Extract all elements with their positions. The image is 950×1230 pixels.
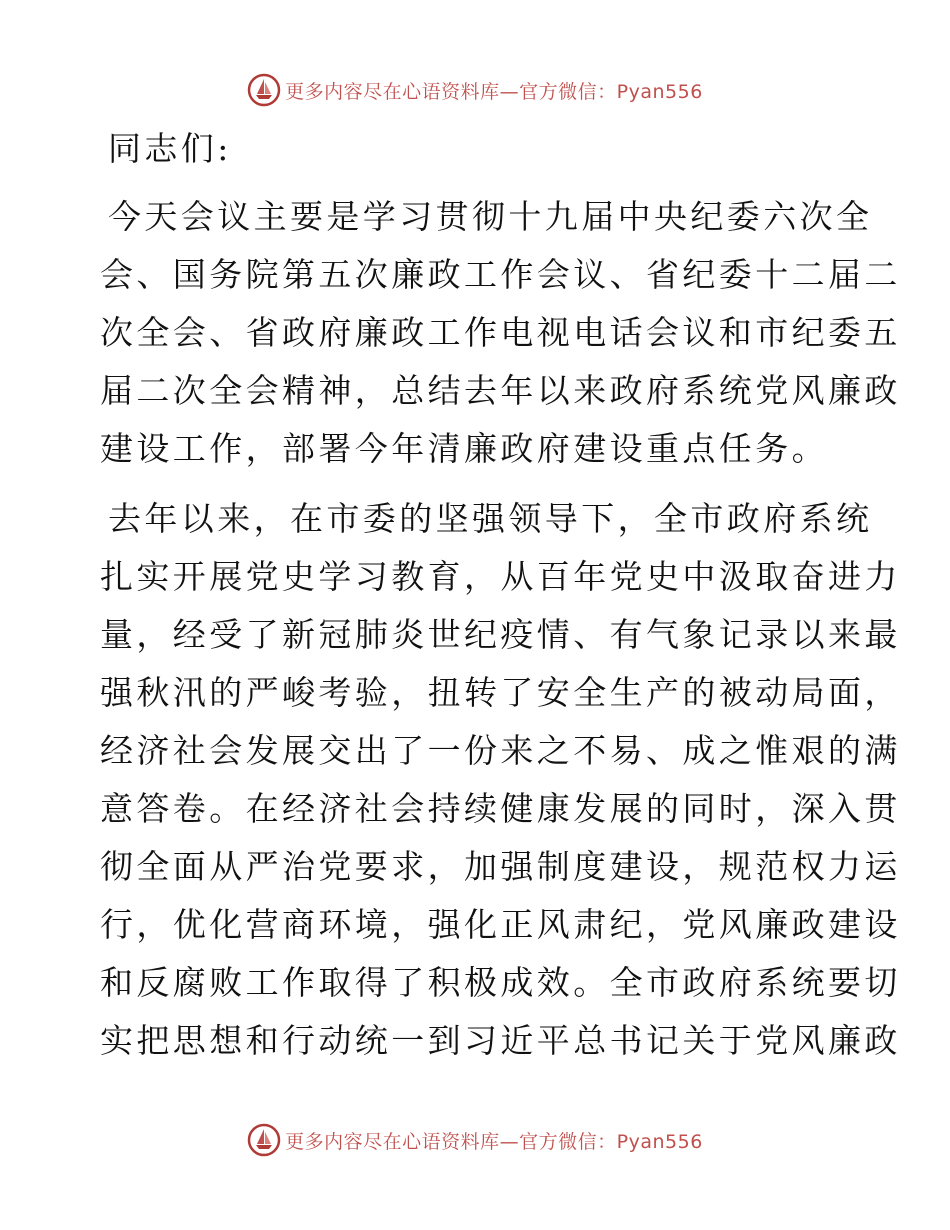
text-line: 去年以来，在市委的坚强领导下，全市政府系统 bbox=[108, 499, 873, 538]
text-line: 彻全面从严治党要求，加强制度建设，规范权力运 bbox=[100, 847, 901, 886]
banner-text: 更多内容尽在心语资料库—官方微信：Pyan556 bbox=[285, 1130, 703, 1153]
text-line: 今天会议主要是学习贯彻十九届中央纪委六次全 bbox=[108, 197, 873, 236]
text-line: 经济社会发展交出了一份来之不易、成之惟艰的满 bbox=[100, 731, 901, 770]
sailboat-logo-icon bbox=[247, 1123, 281, 1157]
sailboat-logo-icon bbox=[247, 73, 281, 107]
document-body bbox=[100, 120, 901, 1070]
text-line: 意答卷。在经济社会持续健康发展的同时，深入贯 bbox=[100, 789, 901, 828]
text-line: 行，优化营商环境，强化正风肃纪，党风廉政建设 bbox=[100, 905, 901, 944]
greeting: 同志们: bbox=[108, 129, 232, 168]
paragraph-2 bbox=[100, 490, 901, 1070]
text-line: 扎实开展党史学习教育，从百年党史中汲取奋进力 bbox=[100, 557, 901, 596]
banner-text: 更多内容尽在心语资料库—官方微信：Pyan556 bbox=[285, 80, 703, 103]
text-line: 和反腐败工作取得了积极成效。全市政府系统要切 bbox=[100, 963, 901, 1002]
text-line: 会、国务院第五次廉政工作会议、省纪委十二届二 bbox=[100, 255, 901, 294]
paragraph-1 bbox=[100, 188, 901, 478]
text-line: 量，经受了新冠肺炎世纪疫情、有气象记录以来最 bbox=[100, 615, 901, 654]
text-line: 次全会、省政府廉政工作电视电话会议和市纪委五 bbox=[100, 313, 901, 352]
footer-banner bbox=[0, 1120, 950, 1160]
text-line: 强秋汛的严峻考验，扭转了安全生产的被动局面， bbox=[100, 673, 901, 712]
text-line: 届二次全会精神，总结去年以来政府系统党风廉政 bbox=[100, 371, 901, 410]
text-line: 建设工作，部署今年清廉政府建设重点任务。 bbox=[100, 429, 828, 468]
header-banner bbox=[0, 70, 950, 110]
text-line: 实把思想和行动统一到习近平总书记关于党风廉政 bbox=[100, 1021, 901, 1060]
